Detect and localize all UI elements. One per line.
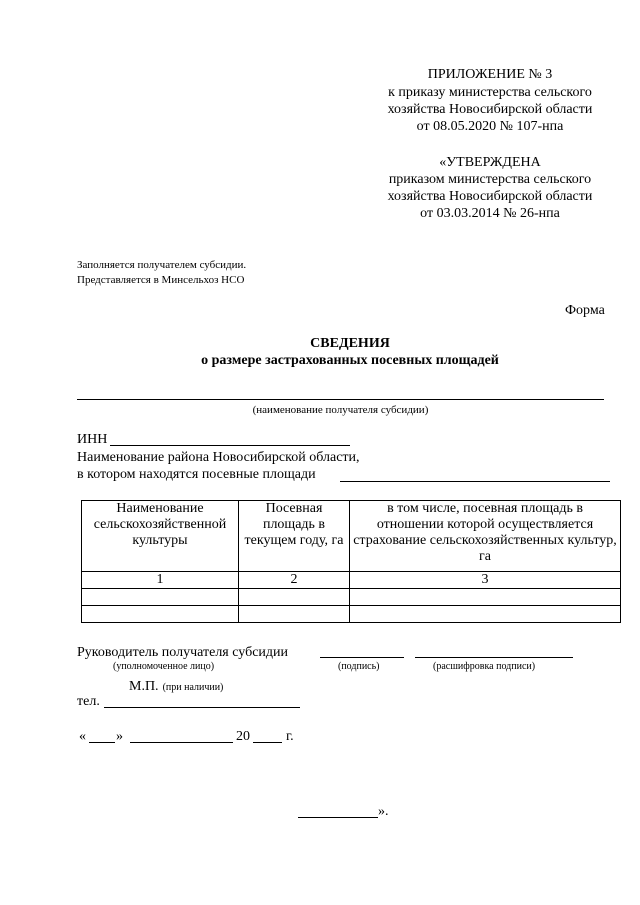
table-numbering-row xyxy=(82,572,621,589)
date-open-quote: « xyxy=(79,729,86,744)
phone-field[interactable] xyxy=(104,707,300,708)
table-row xyxy=(82,606,621,623)
table-cell[interactable] xyxy=(82,606,239,623)
document-title: СВЕДЕНИЯ xyxy=(310,336,390,351)
inn-field[interactable] xyxy=(110,445,350,446)
date-year-field[interactable] xyxy=(253,742,282,743)
date-year-prefix: 20 xyxy=(236,729,250,744)
appendix-line-2: к приказу министерства сельского xyxy=(388,85,592,100)
inn-label: ИНН xyxy=(77,432,108,447)
signature-caption: (подпись) xyxy=(338,661,380,672)
sown-area-table xyxy=(81,500,621,623)
table-cell[interactable] xyxy=(350,606,621,623)
approved-title: «УТВЕРЖДЕНА xyxy=(439,155,541,170)
appendix-title: ПРИЛОЖЕНИЕ № 3 xyxy=(427,67,553,82)
signature-decode-caption: (расшифровка подписи) xyxy=(433,661,536,672)
closing-quote: ». xyxy=(378,804,389,819)
phone-label: тел. xyxy=(77,694,100,709)
approved-line-4: от 03.03.2014 № 26-нпа xyxy=(420,206,560,221)
approved-line-2: приказом министерства сельского xyxy=(388,172,592,187)
district-label-2: в котором находятся посевные площади xyxy=(77,467,316,482)
col-number-1: 1 xyxy=(82,572,239,589)
header-crop: Наименование сельскохозяйственной культуры xyxy=(82,501,239,572)
district-label-1: Наименование района Новосибирской области, xyxy=(77,450,360,465)
signature-decode-field[interactable] xyxy=(415,657,573,658)
authorized-caption: (уполномоченное лицо) xyxy=(113,661,215,672)
table-row xyxy=(82,589,621,606)
date-year-suffix: г. xyxy=(286,729,294,744)
date-day-field[interactable] xyxy=(89,742,115,743)
closing-line xyxy=(298,817,378,818)
recipient-name-line[interactable] xyxy=(77,399,604,400)
stamp-block xyxy=(129,677,223,695)
date-month-field[interactable] xyxy=(130,742,233,743)
recipient-caption: (наименование получателя субсидии) xyxy=(252,404,429,416)
table-cell[interactable] xyxy=(350,589,621,606)
appendix-line-4: от 08.05.2020 № 107-нпа xyxy=(416,119,564,134)
signature-field[interactable] xyxy=(320,657,404,658)
header-insured-area: в том числе, посевная площадь в отношении которой осуществляется страхование сельскохозяйственных культур, га xyxy=(350,501,621,572)
date-close-quote: » xyxy=(116,729,123,744)
note-filled-by: Заполняется получателем субсидии. xyxy=(77,259,247,271)
head-label: Руководитель получателя субсидии xyxy=(77,645,289,660)
table-cell[interactable] xyxy=(82,589,239,606)
table-cell[interactable] xyxy=(239,606,350,623)
appendix-line-3: хозяйства Новосибирской области xyxy=(387,102,593,117)
district-field[interactable] xyxy=(340,481,610,482)
note-submitted-to: Представляется в Минсельхоз НСО xyxy=(77,274,245,286)
document-subtitle: о размере застрахованных посевных площадей xyxy=(201,353,499,368)
table-header-row xyxy=(82,501,621,572)
col-number-3: 3 xyxy=(350,572,621,589)
col-number-2: 2 xyxy=(239,572,350,589)
form-label: Форма xyxy=(565,303,605,318)
header-sown-area: Посевная площадь в текущем году, га xyxy=(239,501,350,572)
stamp-note: (при наличии) xyxy=(162,682,224,693)
table-cell[interactable] xyxy=(239,589,350,606)
stamp-label: М.П. xyxy=(129,679,159,694)
approved-line-3: хозяйства Новосибирской области xyxy=(387,189,593,204)
